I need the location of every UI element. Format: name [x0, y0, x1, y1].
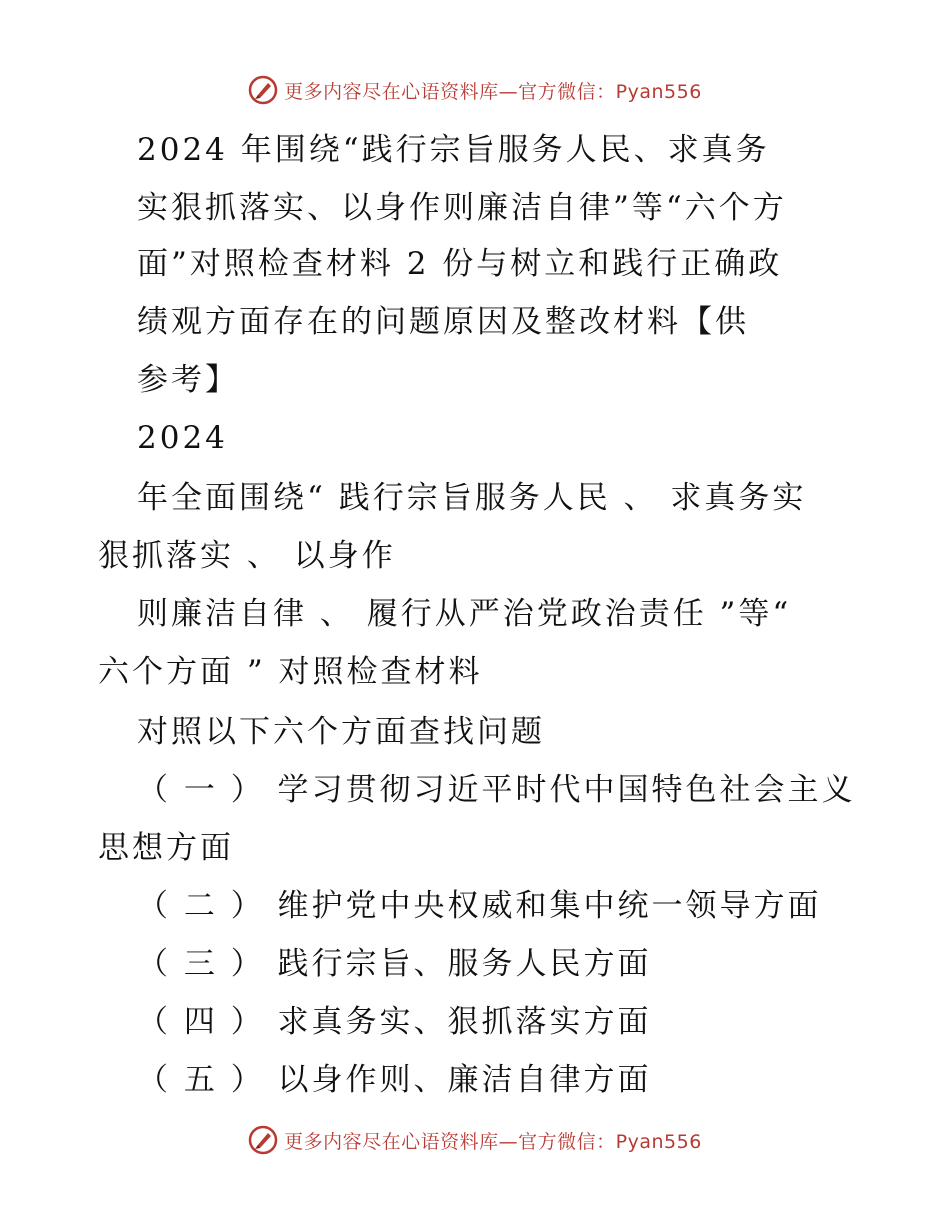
- title-line-4: 绩观方面存在的问题原因及整改材料【供: [137, 304, 749, 340]
- logo-icon: [248, 1125, 278, 1155]
- body-line-6: 对照以下六个方面查找问题: [137, 714, 545, 750]
- list-item-1: （ 一 ） 学习贯彻习近平时代中国特色社会主义: [137, 772, 856, 808]
- list-item-3: （ 三 ） 践行宗旨、服务人民方面: [137, 946, 652, 982]
- footer-watermark: [0, 1120, 950, 1160]
- header-watermark: [0, 70, 950, 110]
- logo-icon: [248, 75, 278, 105]
- list-item-1-cont: 思想方面: [98, 830, 234, 866]
- watermark-text: 更多内容尽在心语资料库—官方微信：Pyan556: [284, 80, 702, 103]
- body-line-4: 则廉洁自律 、 履行从严治党政治责任 ”等“: [137, 596, 792, 632]
- body-line-2: 年全面围绕“ 践行宗旨服务人民 、 求真务实: [137, 480, 807, 516]
- list-item-2: （ 二 ） 维护党中央权威和集中统一领导方面: [137, 888, 822, 924]
- title-line-3: 面”对照检查材料 2 份与树立和践行正确政: [137, 246, 783, 282]
- title-line-2: 实狠抓落实、以身作则廉洁自律”等“六个方: [137, 190, 787, 226]
- title-line-5: 参考】: [137, 362, 239, 398]
- title-line-1: 2024 年围绕“践行宗旨服务人民、求真务: [137, 132, 770, 168]
- body-line-5: 六个方面 ” 对照检查材料: [98, 654, 483, 690]
- list-item-5: （ 五 ） 以身作则、廉洁自律方面: [137, 1062, 652, 1098]
- watermark-text: 更多内容尽在心语资料库—官方微信：Pyan556: [284, 1130, 702, 1153]
- body-line-1: 2024: [137, 420, 228, 456]
- list-item-4: （ 四 ） 求真务实、狠抓落实方面: [137, 1004, 652, 1040]
- body-line-3: 狠抓落实 、 以身作: [98, 538, 396, 574]
